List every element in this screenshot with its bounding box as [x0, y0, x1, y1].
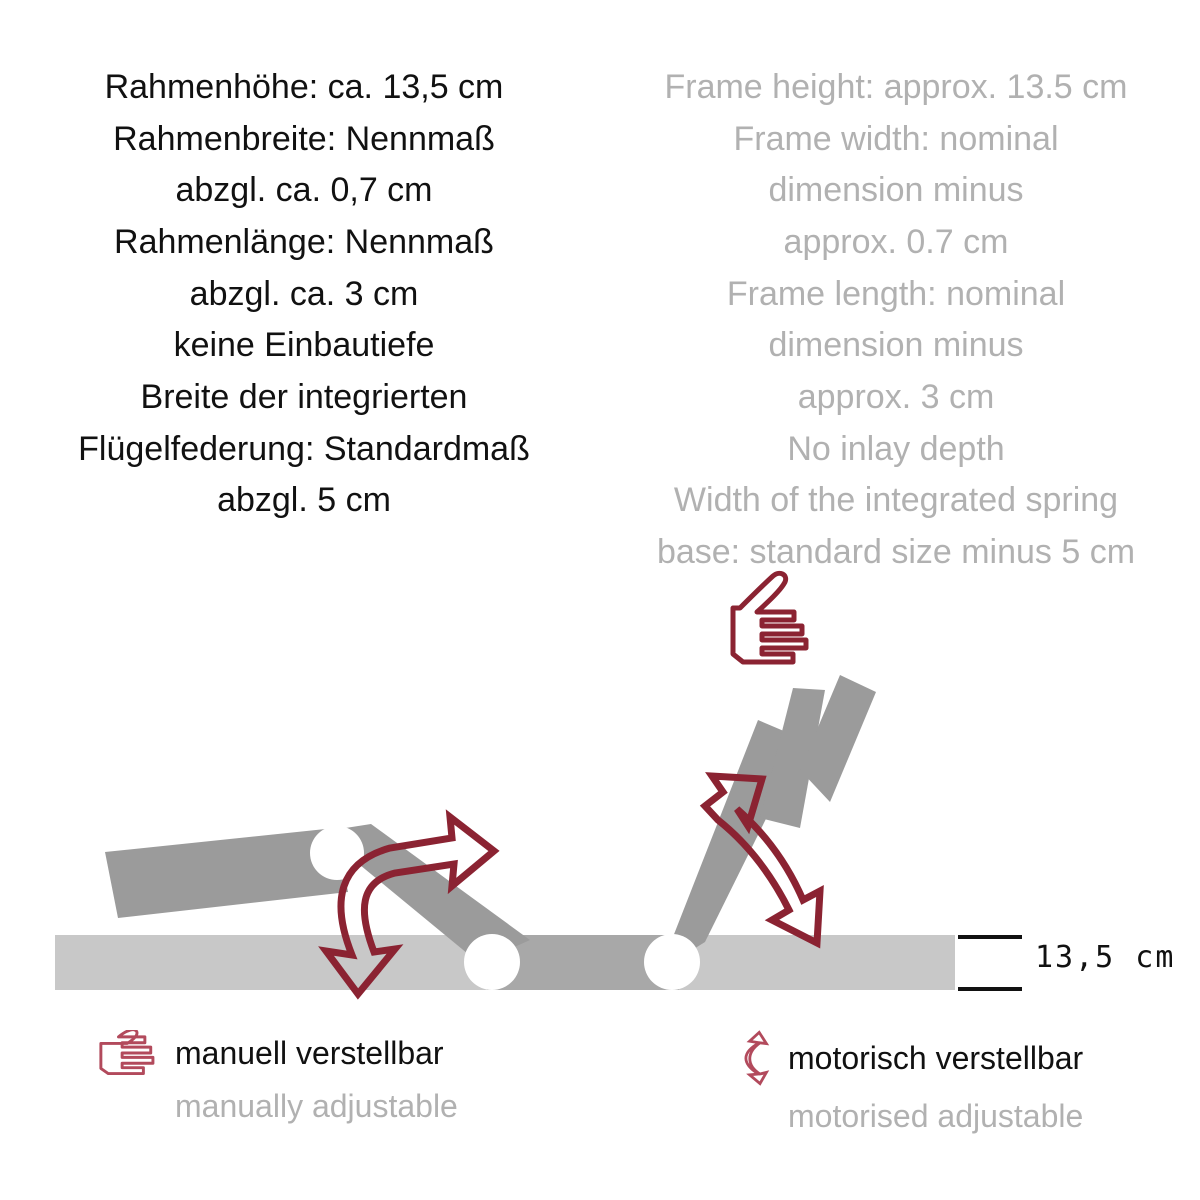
hand-outline-path [101, 1030, 153, 1074]
spec-line-en: approx. 3 cm [797, 378, 995, 417]
spec-line-de: keine Einbautiefe [173, 326, 435, 365]
spec-line-de: Breite der integrierten [140, 378, 468, 417]
spec-line-de: Flügelfederung: Standardmaß [78, 429, 530, 468]
spec-line-en: Frame length: nominal [726, 274, 1066, 313]
spec-line-de: abzgl. 5 cm [217, 481, 391, 520]
spec-line-de: Rahmenhöhe: ca. 13,5 cm [104, 68, 504, 106]
specification-column-german [0, 0, 600, 570]
legend-item-manual [0, 1030, 600, 1180]
spec-line-en: Frame width: nominal [733, 119, 1059, 158]
hand-outline-path [733, 573, 806, 662]
legend-motorised-label-de: motorisch verstellbar [788, 1039, 1084, 1076]
curved-double-arrow-icon [740, 1030, 772, 1086]
pivot-joint-head [310, 826, 364, 880]
specification-text-area [0, 0, 1200, 570]
frame-height-measurement-label: 13,5 cm [1035, 940, 1176, 975]
spec-line-de: abzgl. ca. 0,7 cm [175, 171, 433, 210]
motor-arrow-path [746, 1032, 767, 1083]
legend-manual-label-en: manually adjustable [175, 1088, 458, 1124]
head-section-bar [105, 828, 348, 918]
slatted-frame-diagram [0, 570, 1200, 1030]
spec-line-en: base: standard size minus 5 cm [656, 533, 1136, 572]
spec-line-en: No inlay depth [787, 429, 1005, 468]
spec-line-en: dimension minus [768, 171, 1024, 210]
spec-line-en: Frame height: approx. 13.5 cm [664, 68, 1128, 106]
spec-line-en: approx. 0.7 cm [783, 223, 1009, 262]
pivot-joint-inner-right [644, 934, 700, 990]
hand-pointing-icon [95, 1030, 161, 1076]
spec-line-en: dimension minus [768, 326, 1024, 365]
legend-manual-label-de: manuell verstellbar [175, 1034, 444, 1071]
pivot-joint-inner-left [464, 934, 520, 990]
spec-line-de: abzgl. ca. 3 cm [189, 274, 419, 313]
spec-line-de: Rahmenbreite: Nennmaß [113, 119, 495, 158]
hand-pointing-icon [733, 573, 806, 662]
specification-column-english [600, 0, 1200, 570]
spec-line-en: Width of the integrated spring [673, 481, 1119, 520]
legend-motorised-label-en: motorised adjustable [788, 1098, 1084, 1134]
spec-line-de: Rahmenlänge: Nennmaß [114, 223, 494, 262]
legend [0, 1030, 1200, 1180]
legend-item-motorised [600, 1030, 1200, 1180]
